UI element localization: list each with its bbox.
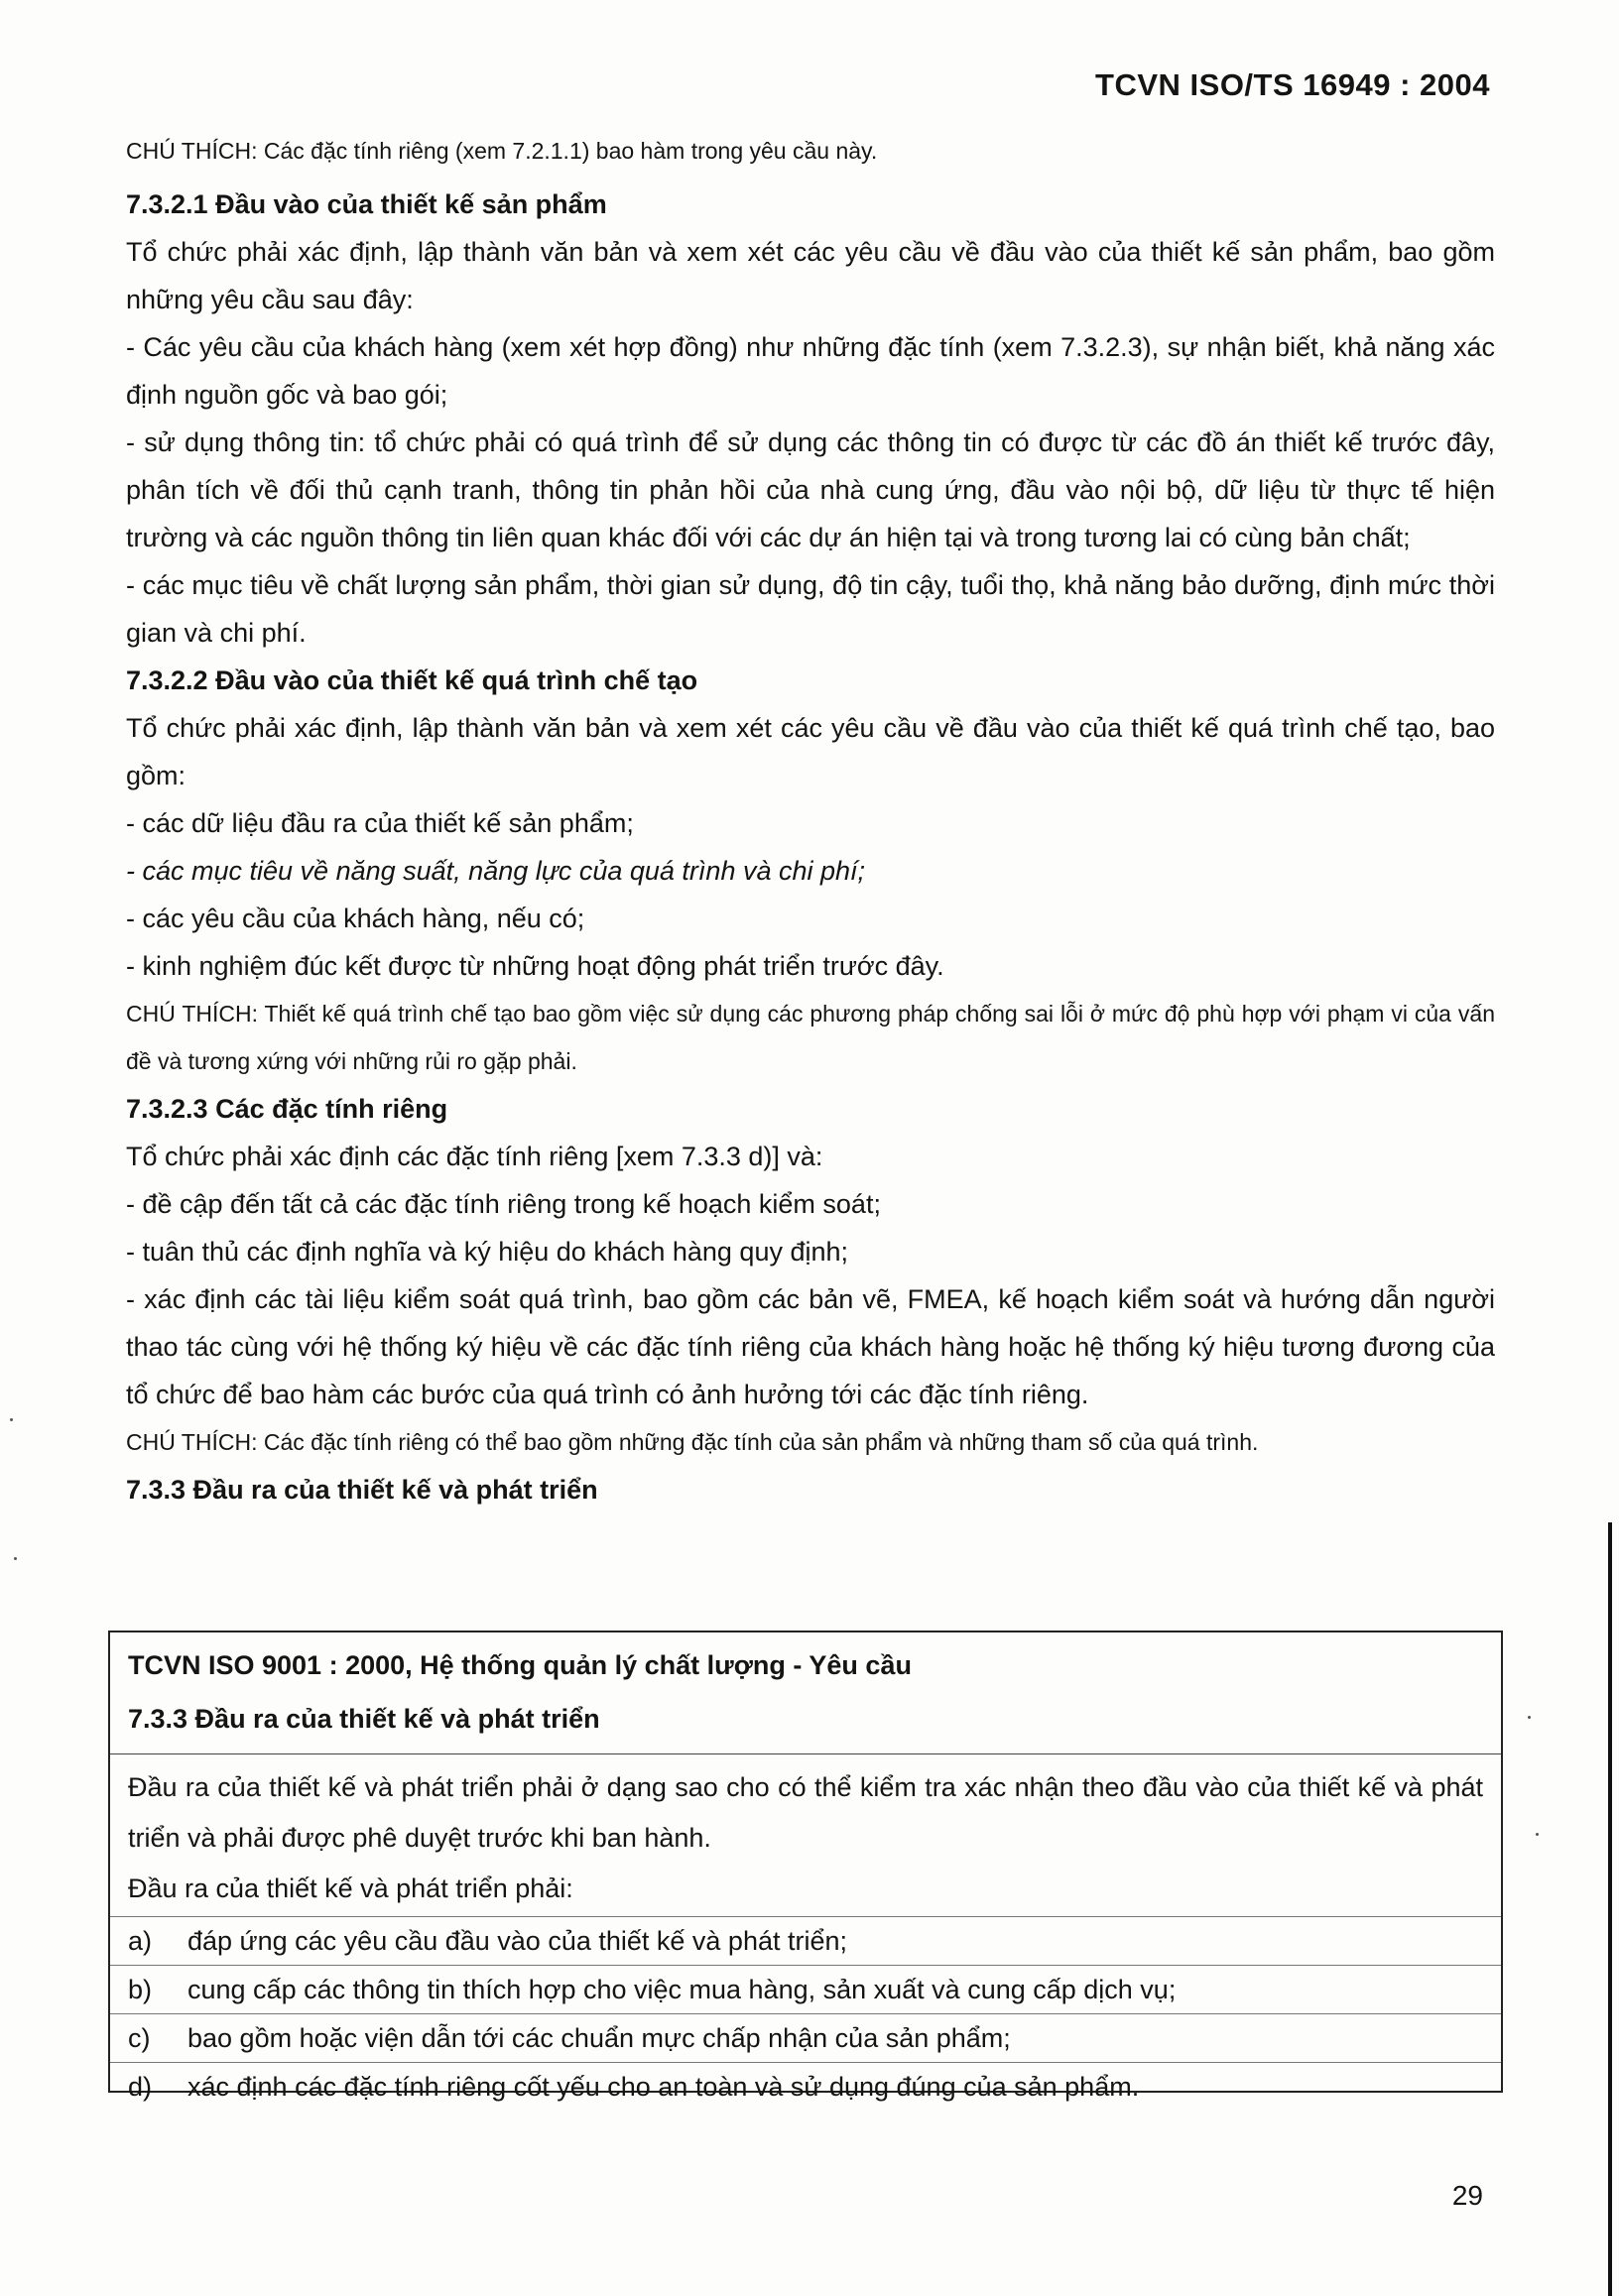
list-item-label: b) [128,1975,153,2004]
heading-7-3-3: 7.3.3 Đầu ra của thiết kế và phát triển [126,1475,598,1505]
list-item: - kinh nghiệm đúc kết được từ những hoạt động phát triển trước đây. [126,951,944,981]
document-body [126,127,1495,1513]
iso-9001-quote-box [108,1631,1503,2102]
scan-speck [1536,1833,1539,1836]
scan-speck [14,1557,17,1560]
quote-box-title: TCVN ISO 9001 : 2000, Hệ thống quản lý chất lượng - Yêu cầu [128,1650,912,1680]
paragraph: Tổ chức phải xác định, lập thành văn bản và xem xét các yêu cầu về đầu vào của thiết kế quá trình chế tạo, bao gồm: [126,713,1495,790]
list-item-label: d) [128,2072,153,2102]
note-manufacturing-design: CHÚ THÍCH: Thiết kế quá trình chế tạo bao gồm việc sử dụng các phương pháp chống sai lỗi ở mức độ phù hợp với phạm vi của vấn đề và tương xứng với những rủi ro gặp phải. [126,1001,1495,1074]
list-item [110,1916,1501,1965]
list-item: - các mục tiêu về chất lượng sản phẩm, thời gian sử dụng, độ tin cậy, tuổi thọ, khả năng bảo dưỡng, định mức thời gian và chi phí. [126,570,1495,648]
list-item [110,1965,1501,2013]
list-item: - đề cập đến tất cả các đặc tính riêng trong kế hoạch kiểm soát; [126,1189,881,1219]
quote-box-subtitle: 7.3.3 Đầu ra của thiết kế và phát triển [128,1704,600,1734]
document-header-id: TCVN ISO/TS 16949 : 2004 [1095,67,1490,102]
list-item-label: c) [128,2023,151,2053]
list-item-text: đáp ứng các yêu cầu đầu vào của thiết kế và phát triển; [187,1926,848,1956]
scan-speck [1528,1716,1531,1719]
heading-7-3-2-3: 7.3.2.3 Các đặc tính riêng [126,1094,448,1124]
page-number: 29 [1451,2180,1483,2211]
list-item: - các dữ liệu đầu ra của thiết kế sản phẩm; [126,808,634,838]
heading-7-3-2-2: 7.3.2.2 Đầu vào của thiết kế quá trình chế tạo [126,665,698,695]
paragraph: Tổ chức phải xác định các đặc tính riêng [xem 7.3.3 d)] và: [126,1142,823,1171]
scan-speck [10,1418,13,1421]
scan-edge-line [1608,1522,1612,2296]
list-item: - xác định các tài liệu kiểm soát quá trình, bao gồm các bản vẽ, FMEA, kế hoạch kiểm soát và hướng dẫn người thao tác cùng với hệ thống ký hiệu về các đặc tính riêng của khách hàng hoặc hệ thống ký hiệu tương đương của tổ chức để bao hàm các bước của quá trình có ảnh hưởng tới các đặc tính riêng. [126,1284,1495,1409]
list-item: - các yêu cầu của khách hàng, nếu có; [126,904,585,933]
quote-box-header [110,1632,1501,1746]
list-item: - tuân thủ các định nghĩa và ký hiệu do khách hàng quy định; [126,1237,849,1267]
paragraph: Tổ chức phải xác định, lập thành văn bản và xem xét các yêu cầu về đầu vào của thiết kế sản phẩm, bao gồm những yêu cầu sau đây: [126,237,1495,314]
requirements-list [110,1916,1501,2111]
paragraph: Đầu ra của thiết kế và phát triển phải ở dạng sao cho có thể kiểm tra xác nhận theo đầu vào của thiết kế và phát triển và phải được phê duyệt trước khi ban hành. [128,1772,1483,1853]
note-7-2: CHÚ THÍCH: Các đặc tính riêng (xem 7.2.1.1) bao hàm trong yêu cầu này. [126,138,878,164]
note-special-characteristics: CHÚ THÍCH: Các đặc tính riêng có thể bao gồm những đặc tính của sản phẩm và những tham số của quá trình. [126,1429,1259,1455]
heading-7-3-2-1: 7.3.2.1 Đầu vào của thiết kế sản phẩm [126,189,607,219]
paragraph: Đầu ra của thiết kế và phát triển phải: [128,1873,573,1903]
list-item: - các mục tiêu về năng suất, năng lực của quá trình và chi phí; [126,856,866,886]
list-item-text: cung cấp các thông tin thích hợp cho việc mua hàng, sản xuất và cung cấp dịch vụ; [187,1975,1177,2004]
list-item-text: bao gồm hoặc viện dẫn tới các chuẩn mực chấp nhận của sản phẩm; [187,2023,1011,2053]
list-item [110,2062,1501,2111]
quote-box-body [110,1754,1501,1914]
list-item: - Các yêu cầu của khách hàng (xem xét hợp đồng) như những đặc tính (xem 7.3.2.3), sự nhận biết, khả năng xác định nguồn gốc và bao gói; [126,332,1495,410]
list-item-label: a) [128,1926,153,1956]
list-item-text: xác định các đặc tính riêng cốt yếu cho an toàn và sử dụng đúng của sản phẩm. [187,2072,1140,2102]
list-item [110,2013,1501,2062]
list-item: - sử dụng thông tin: tổ chức phải có quá trình để sử dụng các thông tin có được từ các đồ án thiết kế trước đây, phân tích về đối thủ cạnh tranh, thông tin phản hồi của nhà cung ứng, đầu vào nội bộ, dữ liệu từ thực tế hiện trường và các nguồn thông tin liên quan khác đối với các dự án hiện tại và trong tương lai có cùng bản chất; [126,427,1495,552]
